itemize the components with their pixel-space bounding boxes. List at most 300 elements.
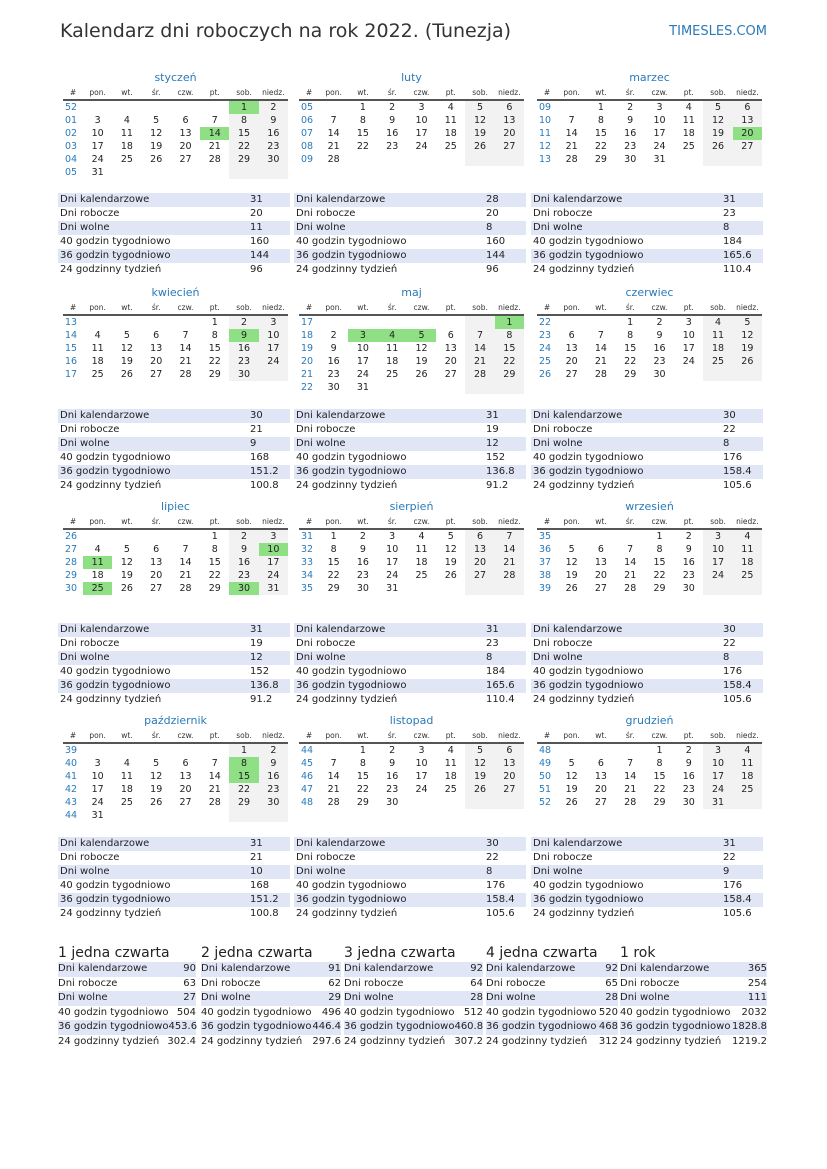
summary-row <box>620 962 767 977</box>
stats-label: Dni robocze <box>60 424 120 435</box>
summary-value: 90 <box>183 963 196 974</box>
stats-row <box>58 893 290 907</box>
weekday-header: # <box>63 515 83 529</box>
stats-label: 24 godzinny tydzień <box>60 694 162 705</box>
day-cell: 2 <box>656 317 663 328</box>
day-cell: 3 <box>703 743 732 757</box>
weekday-header: niedz. <box>733 729 762 743</box>
summary-value: 520 <box>598 1006 618 1018</box>
day-cell: 5 <box>123 330 130 341</box>
stats-row <box>531 865 763 879</box>
stats-label: Dni wolne <box>533 222 583 233</box>
week-number: 34 <box>301 570 314 581</box>
week-number: 44 <box>65 810 78 821</box>
weekday-header: pt. <box>200 301 229 315</box>
weekday-header: pon. <box>319 301 348 315</box>
day-cell: 11 <box>91 343 104 354</box>
month-name: wrzesień <box>625 500 674 513</box>
stats-value: 96 <box>250 264 263 275</box>
weekday-header: pon. <box>319 729 348 743</box>
day-cell: 27 <box>594 797 607 808</box>
holiday-day-cell: 8 <box>229 757 258 770</box>
summary-value: 1219.2 <box>732 1035 767 1047</box>
day-cell: 7 <box>495 529 524 543</box>
stats-row <box>294 865 526 879</box>
week-number: 02 <box>65 128 78 139</box>
weekday-header: czw. <box>407 515 436 529</box>
month-stats <box>294 193 526 277</box>
week-row <box>537 783 762 796</box>
summary-label: 24 godzinny tydzień <box>344 1035 446 1047</box>
day-cell <box>616 743 645 757</box>
week-number: 41 <box>65 771 78 782</box>
stats-label: Dni robocze <box>60 638 120 649</box>
day-cell: 26 <box>465 140 494 153</box>
stats-row <box>294 623 526 637</box>
weekday-header: # <box>63 301 83 315</box>
month-name: kwiecień <box>151 286 200 299</box>
day-cell <box>83 315 112 329</box>
weekday-header: wt. <box>586 301 615 315</box>
summary-value: 254 <box>747 977 767 989</box>
day-cell: 30 <box>682 583 695 594</box>
day-cell: 15 <box>624 343 637 354</box>
stats-row <box>58 651 290 665</box>
weekday-header: pon. <box>557 729 586 743</box>
summary-label: 24 godzinny tydzień <box>201 1035 303 1047</box>
day-cell: 13 <box>179 771 192 782</box>
summary-row <box>486 1020 618 1035</box>
summary-row <box>58 991 196 1006</box>
holiday-day-cell: 30 <box>229 582 258 595</box>
week-number: 35 <box>539 531 552 542</box>
day-cell <box>586 529 615 543</box>
weekday-header: # <box>537 515 557 529</box>
stats-label: Dni kalendarzowe <box>533 194 623 205</box>
weekday-header: # <box>299 729 319 743</box>
day-cell: 13 <box>179 128 192 139</box>
stats-row <box>58 637 290 651</box>
stats-row <box>58 879 290 893</box>
week-row <box>63 543 288 556</box>
day-cell: 3 <box>389 531 396 542</box>
week-row <box>63 770 288 783</box>
summary-label: Dni robocze <box>344 977 404 989</box>
stats-row <box>58 235 290 249</box>
day-cell: 29 <box>624 369 637 380</box>
day-cell <box>348 315 377 329</box>
month-stats <box>58 193 290 277</box>
day-cell <box>229 809 258 822</box>
day-cell: 11 <box>386 343 399 354</box>
week-row <box>299 140 524 153</box>
day-cell: 11 <box>703 329 732 342</box>
day-cell: 16 <box>327 356 340 367</box>
weekday-header: sob. <box>229 86 258 100</box>
day-cell: 26 <box>415 369 428 380</box>
summary-value: 28 <box>470 992 483 1003</box>
day-cell: 9 <box>389 758 396 769</box>
day-cell: 3 <box>656 102 663 113</box>
day-cell: 22 <box>594 141 607 152</box>
day-cell: 6 <box>597 544 604 555</box>
day-cell: 2 <box>685 745 692 756</box>
month-calendar <box>299 70 524 166</box>
stats-label: Dni kalendarzowe <box>296 194 386 205</box>
day-cell: 25 <box>120 154 133 165</box>
day-cell: 2 <box>627 102 634 113</box>
summary-label: Dni wolne <box>486 992 536 1003</box>
day-cell: 2 <box>229 315 258 329</box>
month-table <box>63 86 288 179</box>
day-cell: 30 <box>624 154 637 165</box>
stats-value: 9 <box>723 866 730 877</box>
weekday-header: czw. <box>645 515 674 529</box>
summary-label: Dni robocze <box>201 977 261 989</box>
day-cell <box>142 743 171 757</box>
stats-row <box>294 637 526 651</box>
summary-title: 1 jedna czwarta <box>58 945 170 961</box>
stats-row <box>58 465 290 479</box>
stats-value: 30 <box>723 410 736 421</box>
weekday-header: śr. <box>616 515 645 529</box>
weekday-header: pt. <box>200 729 229 743</box>
day-cell: 30 <box>327 382 340 393</box>
day-cell: 28 <box>495 569 524 582</box>
day-cell: 13 <box>565 343 578 354</box>
day-cell: 27 <box>495 783 524 796</box>
day-cell <box>557 100 586 114</box>
stats-row <box>58 451 290 465</box>
weekday-header: pon. <box>83 515 112 529</box>
day-cell: 23 <box>682 570 695 581</box>
week-row <box>299 342 524 355</box>
holiday-day-cell: 15 <box>229 770 258 783</box>
summary-row <box>486 977 618 992</box>
stats-label: Dni robocze <box>296 208 356 219</box>
summary-label: 40 godzin tygodniowo <box>58 1006 169 1018</box>
day-cell: 29 <box>653 797 666 808</box>
week-row <box>299 100 524 114</box>
summary-row <box>201 977 341 992</box>
day-cell: 8 <box>597 115 604 126</box>
day-cell: 31 <box>653 154 666 165</box>
day-cell: 16 <box>682 771 695 782</box>
month-table <box>63 515 288 595</box>
week-row <box>537 582 762 595</box>
day-cell: 12 <box>465 757 494 770</box>
day-cell: 28 <box>624 583 637 594</box>
holiday-day-cell: 5 <box>407 329 436 342</box>
summary-row <box>620 1035 767 1050</box>
stats-value: 28 <box>486 194 499 205</box>
week-row <box>63 757 288 770</box>
weekday-header-row <box>63 301 288 315</box>
week-number: 14 <box>65 330 78 341</box>
summary-value: 504 <box>176 1006 196 1018</box>
weekday-header: # <box>537 301 557 315</box>
week-number: 19 <box>301 343 314 354</box>
week-number: 50 <box>539 771 552 782</box>
month-calendar <box>299 499 524 595</box>
summary-value: 111 <box>747 992 767 1003</box>
weekday-header-row <box>63 729 288 743</box>
day-cell: 27 <box>495 140 524 153</box>
weekday-header: niedz. <box>733 301 762 315</box>
day-cell <box>200 809 229 822</box>
day-cell: 1 <box>656 531 663 542</box>
day-cell: 12 <box>565 771 578 782</box>
day-cell: 29 <box>229 153 258 166</box>
weekday-header: wt. <box>586 86 615 100</box>
day-cell: 28 <box>594 369 607 380</box>
stats-value: 8 <box>486 222 493 233</box>
day-cell <box>733 153 762 166</box>
day-cell: 9 <box>330 343 337 354</box>
stats-row <box>58 679 290 693</box>
day-cell: 12 <box>465 114 494 127</box>
stats-label: Dni wolne <box>296 652 346 663</box>
weekday-header: pon. <box>83 86 112 100</box>
weekday-header: sob. <box>465 729 494 743</box>
summary-label: 40 godzin tygodniowo <box>201 1006 312 1018</box>
summary-label: 36 godzin tygodniowo <box>486 1021 597 1032</box>
weekday-header: pt. <box>200 86 229 100</box>
day-cell: 4 <box>447 745 454 756</box>
week-row <box>63 153 288 166</box>
weekday-header: śr. <box>378 515 407 529</box>
day-cell: 20 <box>565 356 578 367</box>
summary-value: 62 <box>328 977 341 989</box>
day-cell: 12 <box>120 343 133 354</box>
weekday-header: sob. <box>465 301 494 315</box>
day-cell: 7 <box>182 544 189 555</box>
weekday-header: # <box>299 301 319 315</box>
holiday-day-cell: 10 <box>259 543 288 556</box>
day-cell <box>465 582 494 595</box>
day-cell: 19 <box>120 356 133 367</box>
stats-label: Dni robocze <box>60 852 120 863</box>
day-cell: 10 <box>415 115 428 126</box>
day-cell <box>407 582 436 595</box>
month-table <box>537 515 762 595</box>
stats-row <box>531 207 763 221</box>
weekday-header-row <box>299 729 524 743</box>
day-cell: 8 <box>627 330 634 341</box>
day-cell <box>378 315 407 329</box>
month-name: październik <box>144 714 207 727</box>
stats-value: 152 <box>486 452 506 463</box>
day-cell: 21 <box>179 356 192 367</box>
stats-label: Dni robocze <box>60 208 120 219</box>
week-number: 43 <box>65 797 78 808</box>
week-row <box>299 543 524 556</box>
day-cell: 21 <box>465 355 494 368</box>
day-cell <box>200 743 229 757</box>
stats-label: Dni robocze <box>296 424 356 435</box>
day-cell: 3 <box>259 529 288 543</box>
month-table <box>299 729 524 809</box>
weekday-header: sob. <box>703 301 732 315</box>
weekday-header: pt. <box>436 515 465 529</box>
stats-value: 105.6 <box>723 908 752 919</box>
stats-row <box>294 409 526 423</box>
day-cell: 25 <box>733 569 762 582</box>
stats-value: 8 <box>486 652 493 663</box>
day-cell: 1 <box>627 317 634 328</box>
weekday-header: pon. <box>319 515 348 529</box>
day-cell: 16 <box>356 557 369 568</box>
summary-value: 312 <box>598 1035 618 1047</box>
stats-value: 100.8 <box>250 480 279 491</box>
stats-label: Dni kalendarzowe <box>60 410 150 421</box>
week-number: 05 <box>65 167 78 178</box>
day-cell <box>436 796 465 809</box>
day-cell: 4 <box>733 743 762 757</box>
summary-row <box>58 1020 196 1035</box>
week-row <box>63 342 288 355</box>
stats-value: 144 <box>486 250 506 261</box>
month-table <box>299 515 524 595</box>
stats-row <box>531 249 763 263</box>
weekday-header: śr. <box>616 301 645 315</box>
day-cell <box>703 368 732 381</box>
day-cell <box>112 743 141 757</box>
day-cell: 6 <box>182 758 189 769</box>
day-cell: 28 <box>465 368 494 381</box>
week-row <box>63 355 288 368</box>
day-cell: 9 <box>259 114 288 127</box>
week-number: 25 <box>539 356 552 367</box>
month-name: luty <box>401 71 422 84</box>
day-cell: 16 <box>386 128 399 139</box>
day-cell <box>348 153 377 166</box>
weekday-header: śr. <box>142 515 171 529</box>
summary-label: Dni wolne <box>344 992 394 1003</box>
week-row <box>537 100 762 114</box>
day-cell: 12 <box>444 544 457 555</box>
day-cell: 18 <box>444 128 457 139</box>
week-number: 52 <box>65 102 78 113</box>
week-number: 44 <box>301 745 314 756</box>
day-cell: 24 <box>356 369 369 380</box>
day-cell: 27 <box>594 583 607 594</box>
summary-value: 63 <box>183 977 196 989</box>
weekday-header: niedz. <box>259 301 288 315</box>
day-cell <box>495 381 524 394</box>
day-cell: 14 <box>495 543 524 556</box>
week-number: 13 <box>65 317 78 328</box>
day-cell: 21 <box>179 570 192 581</box>
month-calendar <box>63 285 288 381</box>
week-number: 45 <box>301 758 314 769</box>
stats-row <box>531 665 763 679</box>
day-cell: 19 <box>415 356 428 367</box>
summary-row <box>620 1006 767 1021</box>
day-cell: 6 <box>597 758 604 769</box>
day-cell: 17 <box>415 128 428 139</box>
stats-label: 40 godzin tygodniowo <box>533 880 644 891</box>
day-cell: 22 <box>495 355 524 368</box>
day-cell: 21 <box>208 784 221 795</box>
day-cell <box>703 582 732 595</box>
day-cell <box>200 166 229 179</box>
weekday-header: sob. <box>703 729 732 743</box>
stats-value: 105.6 <box>723 480 752 491</box>
week-number: 18 <box>301 330 314 341</box>
day-cell: 17 <box>356 356 369 367</box>
stats-row <box>531 409 763 423</box>
week-row <box>299 743 524 757</box>
day-cell: 28 <box>624 797 637 808</box>
day-cell <box>171 166 200 179</box>
weekday-header: wt. <box>112 86 141 100</box>
day-cell: 8 <box>211 544 218 555</box>
stats-row <box>294 665 526 679</box>
weekday-header: niedz. <box>733 86 762 100</box>
day-cell: 23 <box>386 141 399 152</box>
day-cell: 21 <box>208 141 221 152</box>
day-cell: 27 <box>150 583 163 594</box>
stats-row <box>58 249 290 263</box>
weekday-header-row <box>537 729 762 743</box>
weekday-header: pon. <box>83 729 112 743</box>
week-number: 36 <box>539 544 552 555</box>
day-cell: 20 <box>594 784 607 795</box>
day-cell <box>616 529 645 543</box>
stats-label: Dni kalendarzowe <box>296 838 386 849</box>
stats-row <box>531 235 763 249</box>
brand-link[interactable]: TIMESLES.COM <box>669 24 767 39</box>
day-cell: 22 <box>356 784 369 795</box>
stats-label: 24 godzinny tydzień <box>533 908 635 919</box>
stats-row <box>531 623 763 637</box>
week-row <box>537 355 762 368</box>
day-cell <box>465 796 494 809</box>
day-cell <box>83 743 112 757</box>
day-cell: 30 <box>653 369 666 380</box>
day-cell: 16 <box>229 556 258 569</box>
day-cell: 13 <box>150 343 163 354</box>
stats-value: 12 <box>486 438 499 449</box>
day-cell: 10 <box>91 771 104 782</box>
week-number: 48 <box>301 797 314 808</box>
day-cell: 26 <box>565 583 578 594</box>
stats-label: 24 godzinny tydzień <box>60 264 162 275</box>
stats-row <box>294 263 526 277</box>
day-cell: 26 <box>120 583 133 594</box>
summary-label: Dni robocze <box>58 977 118 989</box>
day-cell: 4 <box>703 315 732 329</box>
day-cell: 22 <box>653 570 666 581</box>
summary-label: Dni kalendarzowe <box>486 963 576 974</box>
stats-row <box>294 693 526 707</box>
day-cell: 22 <box>229 140 258 153</box>
summary-title: 3 jedna czwarta <box>344 945 456 961</box>
week-row <box>537 796 762 809</box>
stats-label: 24 godzinny tydzień <box>296 908 398 919</box>
stats-value: 22 <box>723 638 736 649</box>
month-calendar <box>63 499 288 595</box>
day-cell: 22 <box>327 570 340 581</box>
stats-value: 151.2 <box>250 894 279 905</box>
summary-value: 307.2 <box>454 1035 483 1047</box>
weekday-header: wt. <box>586 729 615 743</box>
week-number: 08 <box>301 141 314 152</box>
summary-row <box>201 991 341 1006</box>
day-cell <box>142 100 171 114</box>
day-cell: 17 <box>703 556 732 569</box>
